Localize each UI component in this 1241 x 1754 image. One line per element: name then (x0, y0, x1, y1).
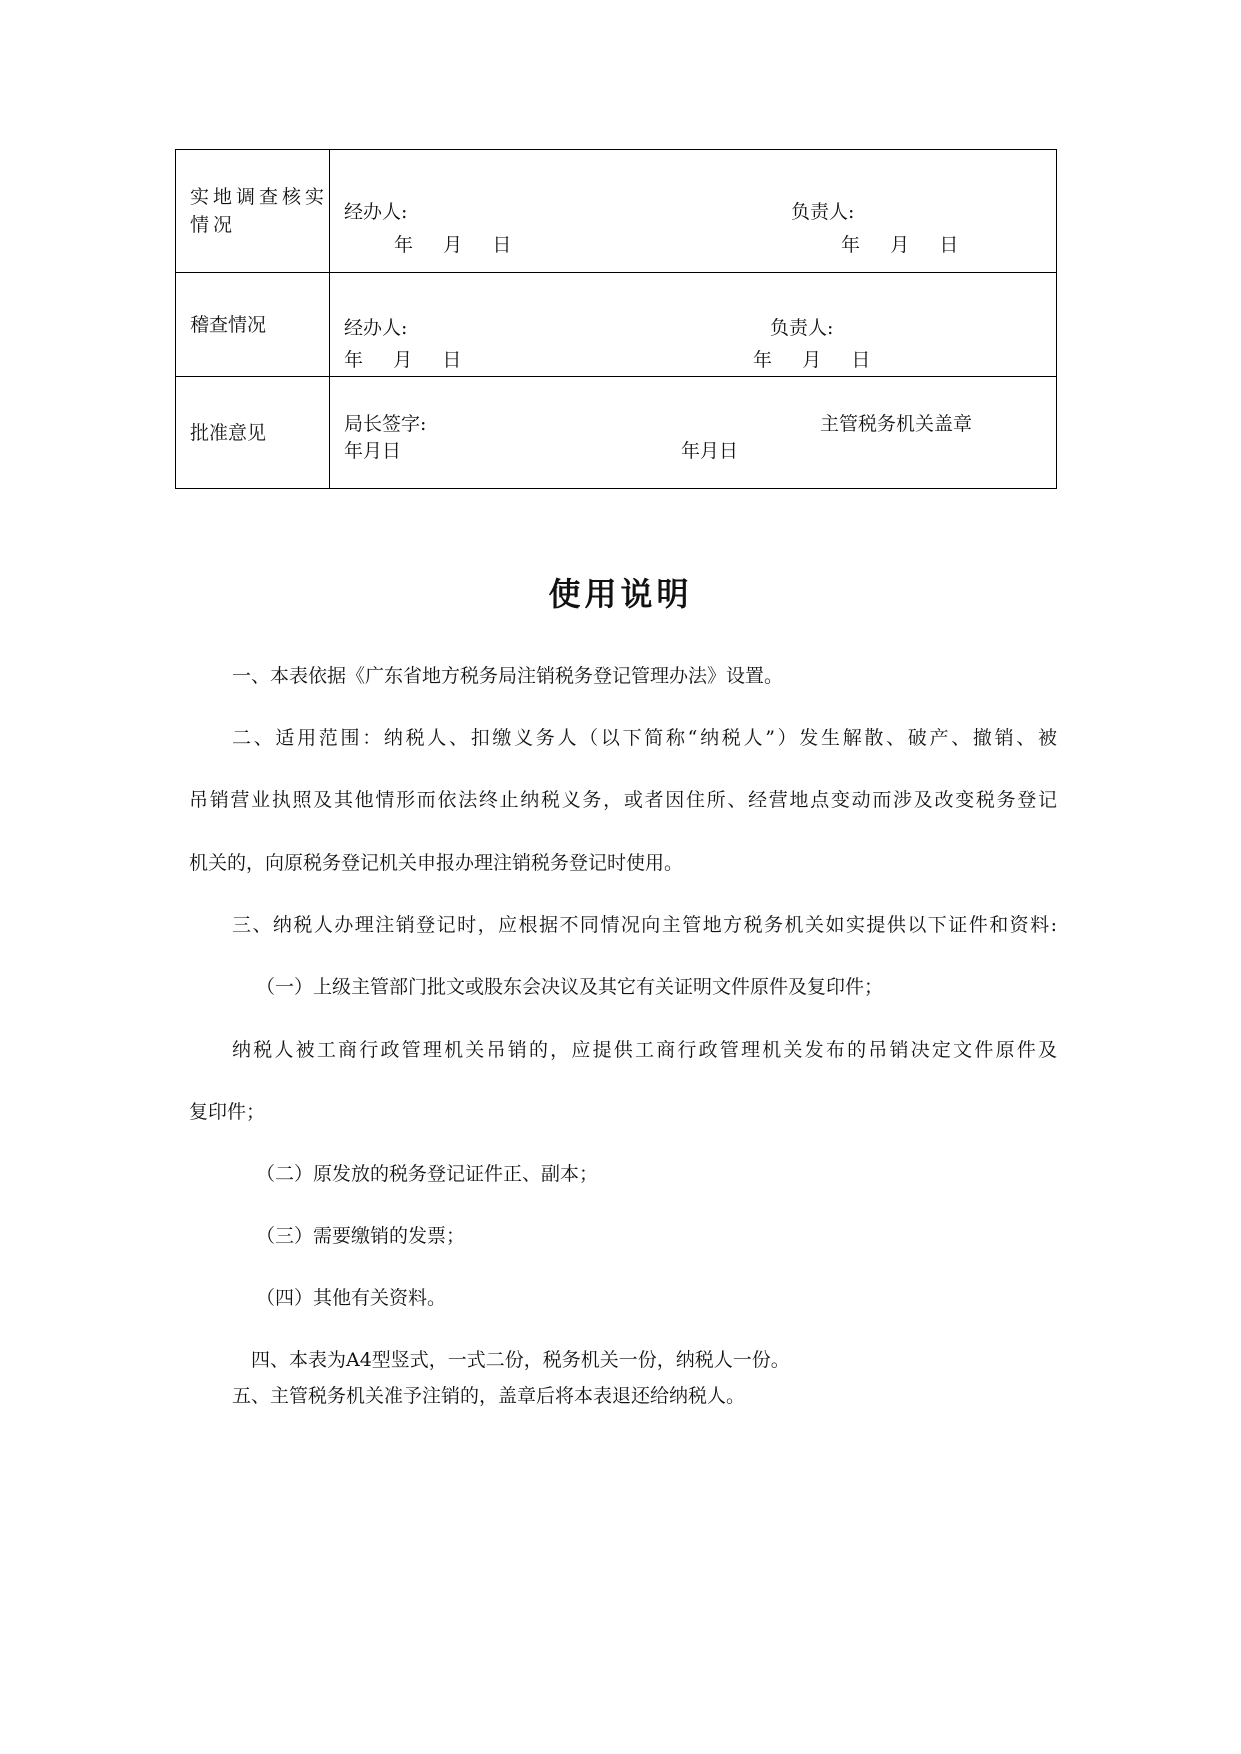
tax-authority-seal-label: 主管税务机关盖章 (820, 413, 973, 435)
instruction-5: 五、主管税务机关准予注销的，盖章后将本表退还给纳税人。 (232, 1385, 746, 1407)
row-content-field-investigation (330, 150, 1057, 273)
instruction-3-item-2: （二）原发放的税务登记证件正、副本； (256, 1163, 599, 1185)
deregistration-form-table (175, 149, 1057, 489)
row-label-audit: 稽查情况 (176, 273, 330, 377)
instruction-3-note-line-2: 复印件； (189, 1101, 266, 1123)
director-signature-label: 局长签字: (344, 413, 427, 435)
instruction-4: 四、本表为A4型竖式，一式二份，税务机关一份，纳税人一份。 (251, 1349, 790, 1371)
handler-label: 经办人: (344, 317, 408, 339)
form-row-field-investigation (176, 150, 1057, 273)
head-date: 年 月 日 (753, 349, 871, 371)
handler-label: 经办人: (344, 201, 408, 223)
row-label-approval: 批准意见 (176, 377, 330, 489)
instruction-2-line-1: 二、适用范围：纳税人、扣缴义务人（以下简称“纳税人”）发生解散、破产、撤销、被 (232, 727, 1057, 749)
handler-date: 年 月 日 (344, 349, 462, 371)
instruction-1: 一、本表依据《广东省地方税务局注销税务登记管理办法》设置。 (232, 665, 784, 687)
form-row-approval (176, 377, 1057, 489)
instruction-3-item-1: （一）上级主管部门批文或股东会决议及其它有关证明文件原件及复印件； (256, 976, 884, 998)
instruction-3-note-line-1: 纳税人被工商行政管理机关吊销的，应提供工商行政管理机关发布的吊销决定文件原件及 (232, 1039, 1057, 1061)
row-content-approval (330, 377, 1057, 489)
director-date: 年月日 (344, 440, 402, 462)
instructions-title: 使用说明 (548, 575, 693, 613)
instruction-2-line-2: 吊销营业执照及其他情形而依法终止纳税义务，或者因住所、经营地点变动而涉及改变税务登记 (189, 789, 1057, 811)
head-date: 年 月 日 (841, 234, 959, 256)
head-label: 负责人: (791, 201, 855, 223)
instruction-3: 三、纳税人办理注销登记时，应根据不同情况向主管地方税务机关如实提供以下证件和资料: (232, 914, 1057, 936)
instruction-3-item-3: （三）需要缴销的发票； (256, 1225, 466, 1247)
form-row-audit (176, 273, 1057, 377)
seal-date: 年月日 (681, 440, 739, 462)
head-label: 负责人: (770, 317, 834, 339)
row-label-field-investigation: 实地调查核实情况 (176, 150, 330, 273)
instruction-2-line-3: 机关的，向原税务登记机关申报办理注销税务登记时使用。 (189, 852, 684, 874)
instruction-3-item-4: （四）其他有关资料。 (256, 1287, 447, 1309)
row-content-audit (330, 273, 1057, 377)
handler-date: 年 月 日 (394, 234, 512, 256)
